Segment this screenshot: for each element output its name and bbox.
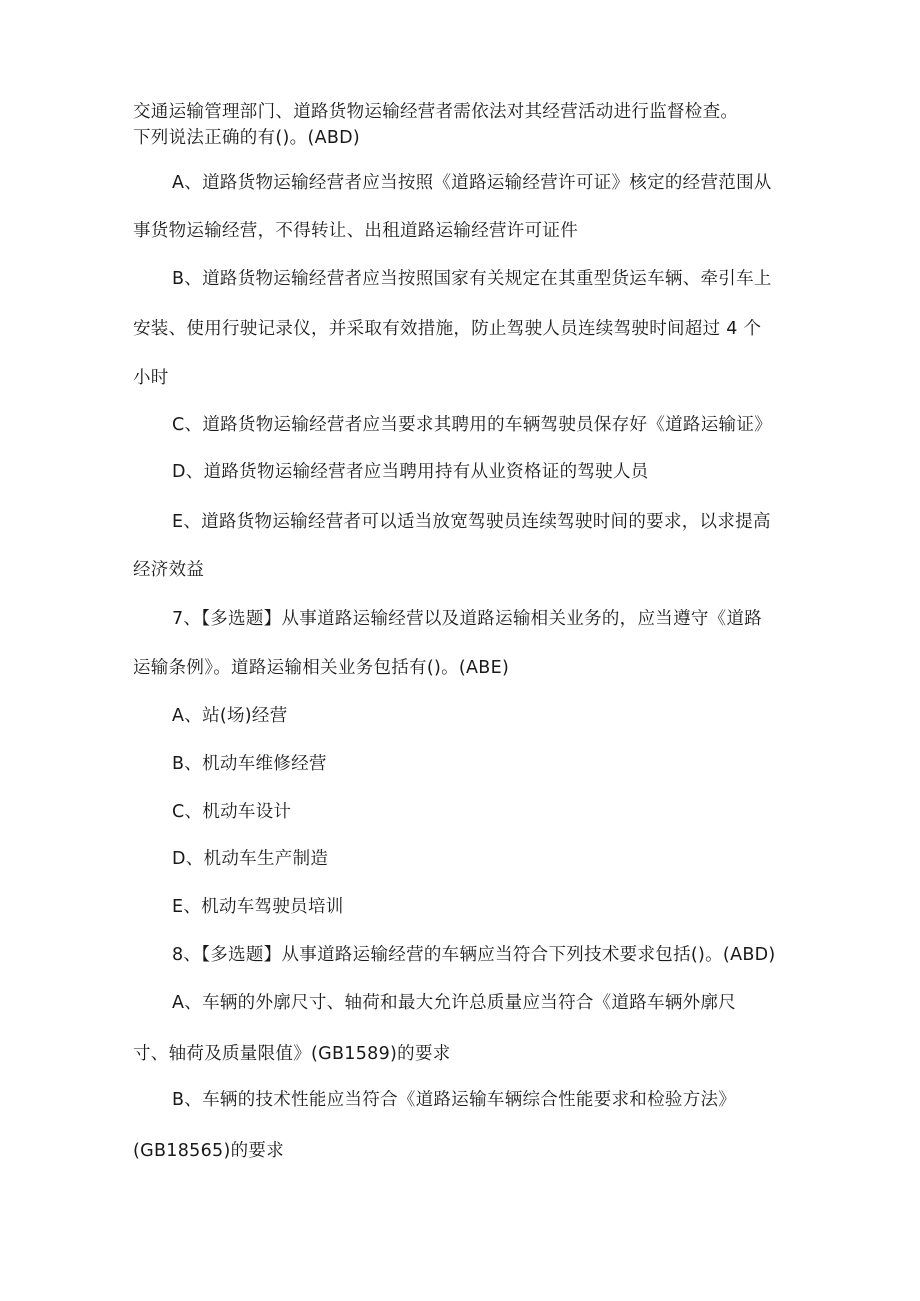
text-line: 安装、使用行驶记录仪，并采取有效措施，防止驾驶人员连续驾驶时间超过 4 个 <box>133 319 762 339</box>
question-line: 7、【多选题】从事道路运输经营以及道路运输相关业务的，应当遵守《道路 <box>172 609 763 629</box>
option-line: A、车辆的外廓尺寸、轴荷和最大允许总质量应当符合《道路车辆外廓尺 <box>172 993 737 1013</box>
option-line: C、机动车设计 <box>172 802 292 822</box>
option-line: A、道路货物运输经营者应当按照《道路运输经营许可证》核定的经营范围从 <box>172 173 772 193</box>
option-line: A、站(场)经营 <box>172 706 288 726</box>
text-line: 经济效益 <box>133 560 205 580</box>
option-line: B、道路货物运输经营者应当按照国家有关规定在其重型货运车辆、牵引车上 <box>172 269 772 289</box>
text-line: 寸、轴荷及质量限值》(GB1589)的要求 <box>133 1044 451 1064</box>
text-line: (GB18565)的要求 <box>133 1141 284 1161</box>
option-line: C、道路货物运输经营者应当要求其聘用的车辆驾驶员保存好《道路运输证》 <box>172 415 772 435</box>
text-line: 事货物运输经营，不得转让、出租道路运输经营许可证件 <box>133 221 578 241</box>
option-line: E、机动车驾驶员培训 <box>172 897 344 917</box>
text-line: 下列说法正确的有()。(ABD) <box>133 128 361 148</box>
option-line: E、道路货物运输经营者可以适当放宽驾驶员连续驾驶时间的要求，以求提高 <box>172 512 771 532</box>
option-line: D、道路货物运输经营者应当聘用持有从业资格证的驾驶人员 <box>172 462 649 482</box>
text-line: 运输条例》。道路运输相关业务包括有()。(ABE) <box>133 658 510 678</box>
option-line: D、机动车生产制造 <box>172 849 329 869</box>
option-line: B、机动车维修经营 <box>172 754 327 774</box>
text-line: 小时 <box>133 368 169 388</box>
question-line: 8、【多选题】从事道路运输经营的车辆应当符合下列技术要求包括()。(ABD) <box>172 945 776 965</box>
text-line: 交通运输管理部门、道路货物运输经营者需依法对其经营活动进行监督检查。 <box>133 102 739 122</box>
option-line: B、车辆的技术性能应当符合《道路运输车辆综合性能要求和检验方法》 <box>172 1090 737 1110</box>
